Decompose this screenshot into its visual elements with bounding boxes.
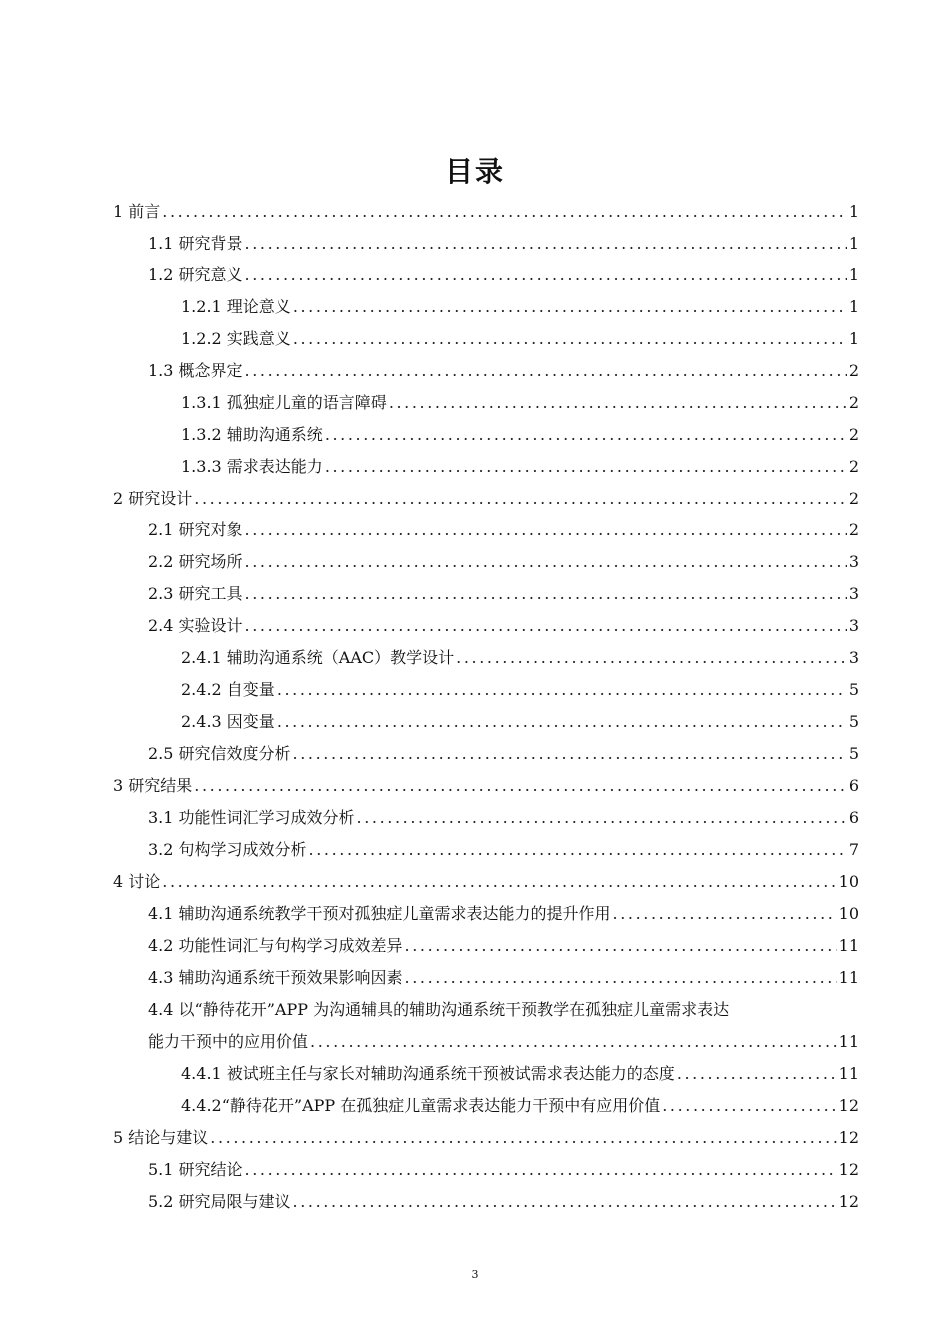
toc-entry-label: 3.2 句构学习成效分析 (148, 840, 307, 859)
dot-leader (405, 934, 837, 958)
dot-leader (194, 774, 847, 798)
toc-entry-page: 2 (848, 425, 859, 444)
toc-entry-page: 3 (848, 616, 859, 635)
dot-leader (245, 232, 847, 256)
toc-entry-page: 3 (848, 552, 859, 571)
dot-leader (613, 902, 837, 926)
dot-leader (210, 1126, 836, 1150)
toc-entry-label: 1.3 概念界定 (148, 361, 243, 380)
toc-entry-label: 4.1 辅助沟通系统教学干预对孤独症儿童需求表达能力的提升作用 (148, 904, 611, 923)
toc-entry[interactable] (148, 966, 859, 990)
dot-leader (293, 742, 847, 766)
toc-entry[interactable] (181, 327, 859, 351)
toc-entry-label: 2.5 研究信效度分析 (148, 744, 291, 763)
toc-entry[interactable] (148, 934, 859, 958)
toc-entry[interactable] (148, 902, 859, 926)
toc-entry-page: 3 (848, 584, 859, 603)
toc-entry[interactable] (181, 391, 859, 415)
toc-entry-page: 11 (838, 1064, 859, 1083)
dot-leader (357, 806, 847, 830)
toc-entry-label: 2.4 实验设计 (148, 616, 243, 635)
dot-leader (277, 678, 847, 702)
toc-entry[interactable] (148, 1190, 859, 1214)
dot-leader (677, 1062, 837, 1086)
toc-entry[interactable] (148, 1158, 859, 1182)
toc-entry[interactable] (113, 870, 859, 894)
toc-entry-page: 11 (838, 936, 859, 955)
toc-entry-label: 3.1 功能性词汇学习成效分析 (148, 808, 355, 827)
page-title: 目录 (444, 155, 505, 188)
toc-entry-page: 2 (848, 393, 859, 412)
toc-entry-label: 能力干预中的应用价值 (148, 1032, 309, 1051)
dot-leader (162, 200, 847, 224)
toc-entry-label: 1.3.3 需求表达能力 (181, 457, 323, 476)
dot-leader (310, 1030, 837, 1054)
dot-leader (245, 550, 847, 574)
dot-leader (325, 423, 847, 447)
page-number: 3 (471, 1268, 479, 1281)
toc-entry[interactable] (148, 359, 859, 383)
toc-entry-page: 10 (838, 872, 859, 891)
toc-entry-label: 4.2 功能性词汇与句构学习成效差异 (148, 936, 403, 955)
toc-entry-label: 1.3.2 辅助沟通系统 (181, 425, 323, 444)
toc-entry-label: 2.4.2 自变量 (181, 680, 275, 699)
dot-leader (325, 455, 847, 479)
toc-entry-page: 1 (848, 329, 859, 348)
toc-entry[interactable] (148, 582, 859, 606)
toc-entry[interactable] (113, 487, 859, 511)
toc-entry-label: 2 研究设计 (113, 489, 193, 508)
toc-entry-page: 2 (848, 457, 859, 476)
dot-leader (293, 1190, 837, 1214)
toc-entry[interactable] (148, 742, 859, 766)
toc-entry-label: 2.2 研究场所 (148, 552, 243, 571)
toc-entry-page: 1 (848, 202, 859, 221)
toc-entry[interactable] (148, 614, 859, 638)
dot-leader (194, 487, 847, 511)
dot-leader (245, 359, 847, 383)
toc-entry[interactable] (113, 200, 859, 224)
dot-leader (277, 710, 847, 734)
toc-entry-label: 4 讨论 (113, 872, 161, 891)
toc-entry[interactable] (148, 263, 859, 287)
toc-entry-label: 1.2 研究意义 (148, 265, 243, 284)
dot-leader (245, 263, 847, 287)
toc-entry-page: 1 (848, 297, 859, 316)
toc-entry-page: 12 (838, 1096, 859, 1115)
toc-entry[interactable] (181, 423, 859, 447)
toc-entry-label: 3 研究结果 (113, 776, 193, 795)
toc-entry-label: 2.1 研究对象 (148, 520, 243, 539)
dot-leader (456, 646, 847, 670)
dot-leader (245, 518, 847, 542)
toc-entry-page: 10 (838, 904, 859, 923)
toc-entry[interactable] (181, 455, 859, 479)
dot-leader (293, 327, 847, 351)
toc-entry-label: 5 结论与建议 (113, 1128, 209, 1147)
toc-entry-page: 5 (848, 680, 859, 699)
toc-entry-page: 3 (848, 648, 859, 667)
toc-entry-page: 1 (848, 234, 859, 253)
toc-entry-label: 2.4.1 辅助沟通系统（AAC）教学设计 (181, 648, 455, 667)
toc-entry-page: 5 (848, 744, 859, 763)
toc-entry-page: 2 (848, 361, 859, 380)
dot-leader (389, 391, 847, 415)
toc-entry-page: 2 (848, 520, 859, 539)
toc-entry[interactable] (113, 1126, 859, 1150)
toc-entry-page: 5 (848, 712, 859, 731)
toc-entry[interactable] (148, 550, 859, 574)
toc-entry-label: 5.2 研究局限与建议 (148, 1192, 291, 1211)
dot-leader (293, 295, 847, 319)
toc-entry-label-line1[interactable]: 4.4 以“静待花开”APP 为沟通辅具的辅助沟通系统干预教学在孤独症儿童需求表达 (148, 1000, 730, 1019)
toc-entry[interactable] (148, 1030, 859, 1054)
toc-entry-label: 1.1 研究背景 (148, 234, 243, 253)
toc-entry-page: 12 (838, 1128, 859, 1147)
toc-entry-page: 12 (838, 1160, 859, 1179)
toc-entry-label: 1.3.1 孤独症儿童的语言障碍 (181, 393, 387, 412)
dot-leader (662, 1094, 836, 1118)
toc-entry[interactable] (181, 710, 859, 734)
toc-entry[interactable] (181, 295, 859, 319)
toc-entry-label: 1 前言 (113, 202, 161, 221)
toc-entry-label: 4.4.2“静待花开”APP 在孤独症儿童需求表达能力干预中有应用价值 (181, 1096, 661, 1115)
toc-entry-page: 7 (848, 840, 859, 859)
toc-entry-label: 5.1 研究结论 (148, 1160, 243, 1179)
dot-leader (162, 870, 836, 894)
toc-entry-page: 2 (848, 489, 859, 508)
toc-entry-page: 11 (838, 1032, 859, 1051)
toc-entry[interactable] (181, 646, 859, 670)
toc-entry[interactable] (113, 774, 859, 798)
dot-leader (405, 966, 837, 990)
toc-entry-label: 4.4.1 被试班主任与家长对辅助沟通系统干预被试需求表达能力的态度 (181, 1064, 675, 1083)
toc-entry-label: 2.4.3 因变量 (181, 712, 275, 731)
toc-entry[interactable] (148, 838, 859, 862)
toc-entry-page: 6 (848, 776, 859, 795)
toc-entry-label: 2.3 研究工具 (148, 584, 243, 603)
toc-entry-page: 11 (838, 968, 859, 987)
toc-entry-page: 12 (838, 1192, 859, 1211)
toc-entry[interactable] (181, 1094, 859, 1118)
toc-entry-page: 1 (848, 265, 859, 284)
dot-leader (245, 614, 847, 638)
toc-entry[interactable] (181, 1062, 859, 1086)
toc-entry[interactable] (148, 518, 859, 542)
toc-entry-label: 4.3 辅助沟通系统干预效果影响因素 (148, 968, 403, 987)
toc-entry-label: 1.2.2 实践意义 (181, 329, 291, 348)
dot-leader (245, 1158, 837, 1182)
toc-entry[interactable] (181, 678, 859, 702)
toc-entry-label: 1.2.1 理论意义 (181, 297, 291, 316)
dot-leader (245, 582, 847, 606)
toc-entry-page: 6 (848, 808, 859, 827)
toc-entry[interactable] (148, 232, 859, 256)
dot-leader (309, 838, 847, 862)
toc-entry[interactable] (148, 806, 859, 830)
